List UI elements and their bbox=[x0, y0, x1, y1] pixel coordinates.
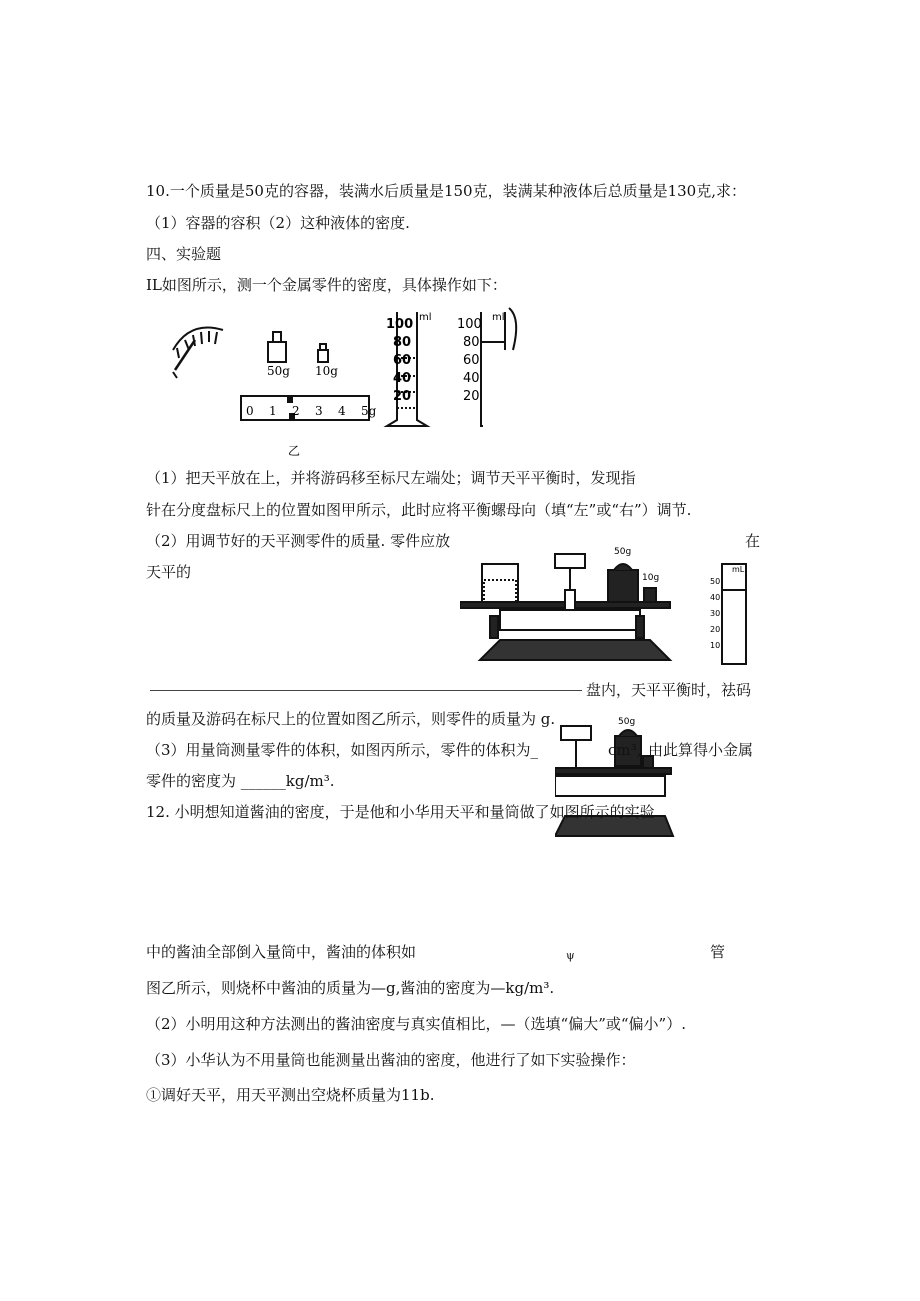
cylinder-2-tick-label: 100 bbox=[457, 317, 482, 332]
balance1-50g-label: 50g bbox=[614, 547, 632, 557]
small-cylinder-tick-label: 20 bbox=[710, 625, 721, 634]
small-cylinder-tick-label: 30 bbox=[710, 609, 721, 618]
ruler-tick-label: 5g bbox=[361, 404, 377, 418]
q11-part2-line4: 的质量及游码在标尺上的位置如图乙所示，则零件的质量为 g. bbox=[146, 710, 556, 728]
balance-dial-figure bbox=[173, 328, 223, 379]
balance-figure-2 bbox=[555, 712, 675, 842]
balance1-10g-label: 10g bbox=[642, 573, 660, 583]
q12-line3: （2）小明用这种方法测出的酱油密度与真实值相比，—（选填“偏大”或“偏小”）. bbox=[146, 1015, 686, 1033]
cylinder-2-tick-label: 20 bbox=[463, 389, 480, 404]
q11-figure-row bbox=[165, 300, 525, 460]
small-cylinder-figure bbox=[722, 564, 746, 664]
cylinder-1-tick-label: 100 bbox=[386, 317, 414, 332]
small-cylinder-unit: mL bbox=[732, 565, 745, 574]
q12-line5: ①调好天平，用天平测出空烧杯质量为11b. bbox=[146, 1086, 435, 1104]
answer-blank-line[interactable] bbox=[150, 690, 582, 691]
cylinder-2-tick-label: 60 bbox=[463, 353, 480, 368]
cylinder-1-unit: ml bbox=[419, 312, 432, 323]
ruler-tick-label: 4 bbox=[338, 404, 346, 418]
weight-10g-label: 10g bbox=[315, 364, 338, 378]
q10-line2: （1）容器的容积（2）这种液体的密度. bbox=[146, 214, 410, 232]
q11-part3-line2: 零件的密度为 ______kg/m³. bbox=[146, 772, 335, 790]
q10-line1: 10.一个质量是50克的容器，装满水后质量是150克，装满某种液体后总质量是130克,求： bbox=[146, 182, 746, 200]
q11-part2-line2: 天平的 bbox=[146, 563, 192, 581]
cylinder-1-tick-label: 20 bbox=[393, 389, 412, 404]
q12-line2: 图乙所示，则烧杯中酱油的质量为—g,酱油的密度为—kg/m³. bbox=[146, 979, 555, 997]
q12-line1: 中的酱油全部倒入量筒中，酱油的体积如 bbox=[146, 943, 417, 961]
small-cylinder-tick-label: 10 bbox=[710, 641, 721, 650]
rider-ruler-figure bbox=[241, 396, 369, 420]
q11-part2-line1: （2）用调节好的天平测零件的质量. 零件应放 bbox=[146, 532, 451, 550]
cylinder-2-figure bbox=[481, 308, 516, 426]
q11-part3-tail: 由此算得小金属 bbox=[648, 741, 754, 759]
cylinder-2-unit: ml bbox=[492, 312, 505, 323]
q12-intro: 12. 小明想知道酱油的密度，于是他和小华用天平和量筒做了如图所示的实验. bbox=[146, 803, 660, 821]
q12-mark: ψ bbox=[566, 949, 575, 962]
q11-part1-line1: （1）把天平放在上，并将游码移至标尺左端处；调节天平平衡时，发现指 bbox=[146, 469, 636, 487]
balance2-50g-label: 50g bbox=[618, 717, 636, 727]
q12-line4: （3）小华认为不用量筒也能测量出酱油的密度，他进行了如下实验操作： bbox=[146, 1051, 636, 1069]
balance-figure-1 bbox=[460, 540, 760, 665]
q12-line1-right: 管 bbox=[710, 943, 726, 961]
weight-10g-figure bbox=[318, 344, 328, 362]
q11-part2-right: 在 bbox=[745, 532, 761, 550]
ruler-tick-label: 3 bbox=[315, 404, 323, 418]
figure-label-yi: 乙 bbox=[288, 444, 301, 458]
q11-part3-unit: cm³, bbox=[608, 741, 642, 759]
q11-intro: IL如图所示，测一个金属零件的密度，具体操作如下： bbox=[146, 276, 507, 294]
ruler-tick-label: 0 bbox=[246, 404, 254, 418]
weight-50g-label: 50g bbox=[267, 364, 290, 378]
cylinder-1-tick-label: 40 bbox=[393, 371, 412, 386]
small-cylinder-tick-label: 40 bbox=[710, 593, 721, 602]
small-cylinder-tick-label: 50 bbox=[710, 577, 721, 586]
q11-part2-line3: 盘内，天平平衡时，祛码 bbox=[586, 681, 752, 699]
section-heading: 四、实验题 bbox=[146, 245, 222, 263]
q11-part1-line2: 针在分度盘标尺上的位置如图甲所示，此时应将平衡螺母向（填“左”或“右”）调节. bbox=[146, 501, 692, 519]
cylinder-1-tick-label: 80 bbox=[393, 335, 412, 350]
ruler-tick-label: 1 bbox=[269, 404, 277, 418]
cylinder-1-tick-label: 60 bbox=[393, 353, 412, 368]
q11-part3-line1: （3）用量筒测量零件的体积，如图丙所示，零件的体积为_ bbox=[146, 741, 539, 759]
ruler-tick-label: 2 bbox=[292, 404, 300, 418]
weight-50g-figure bbox=[268, 332, 286, 362]
cylinder-2-tick-label: 80 bbox=[463, 335, 480, 350]
cylinder-2-tick-label: 40 bbox=[463, 371, 480, 386]
